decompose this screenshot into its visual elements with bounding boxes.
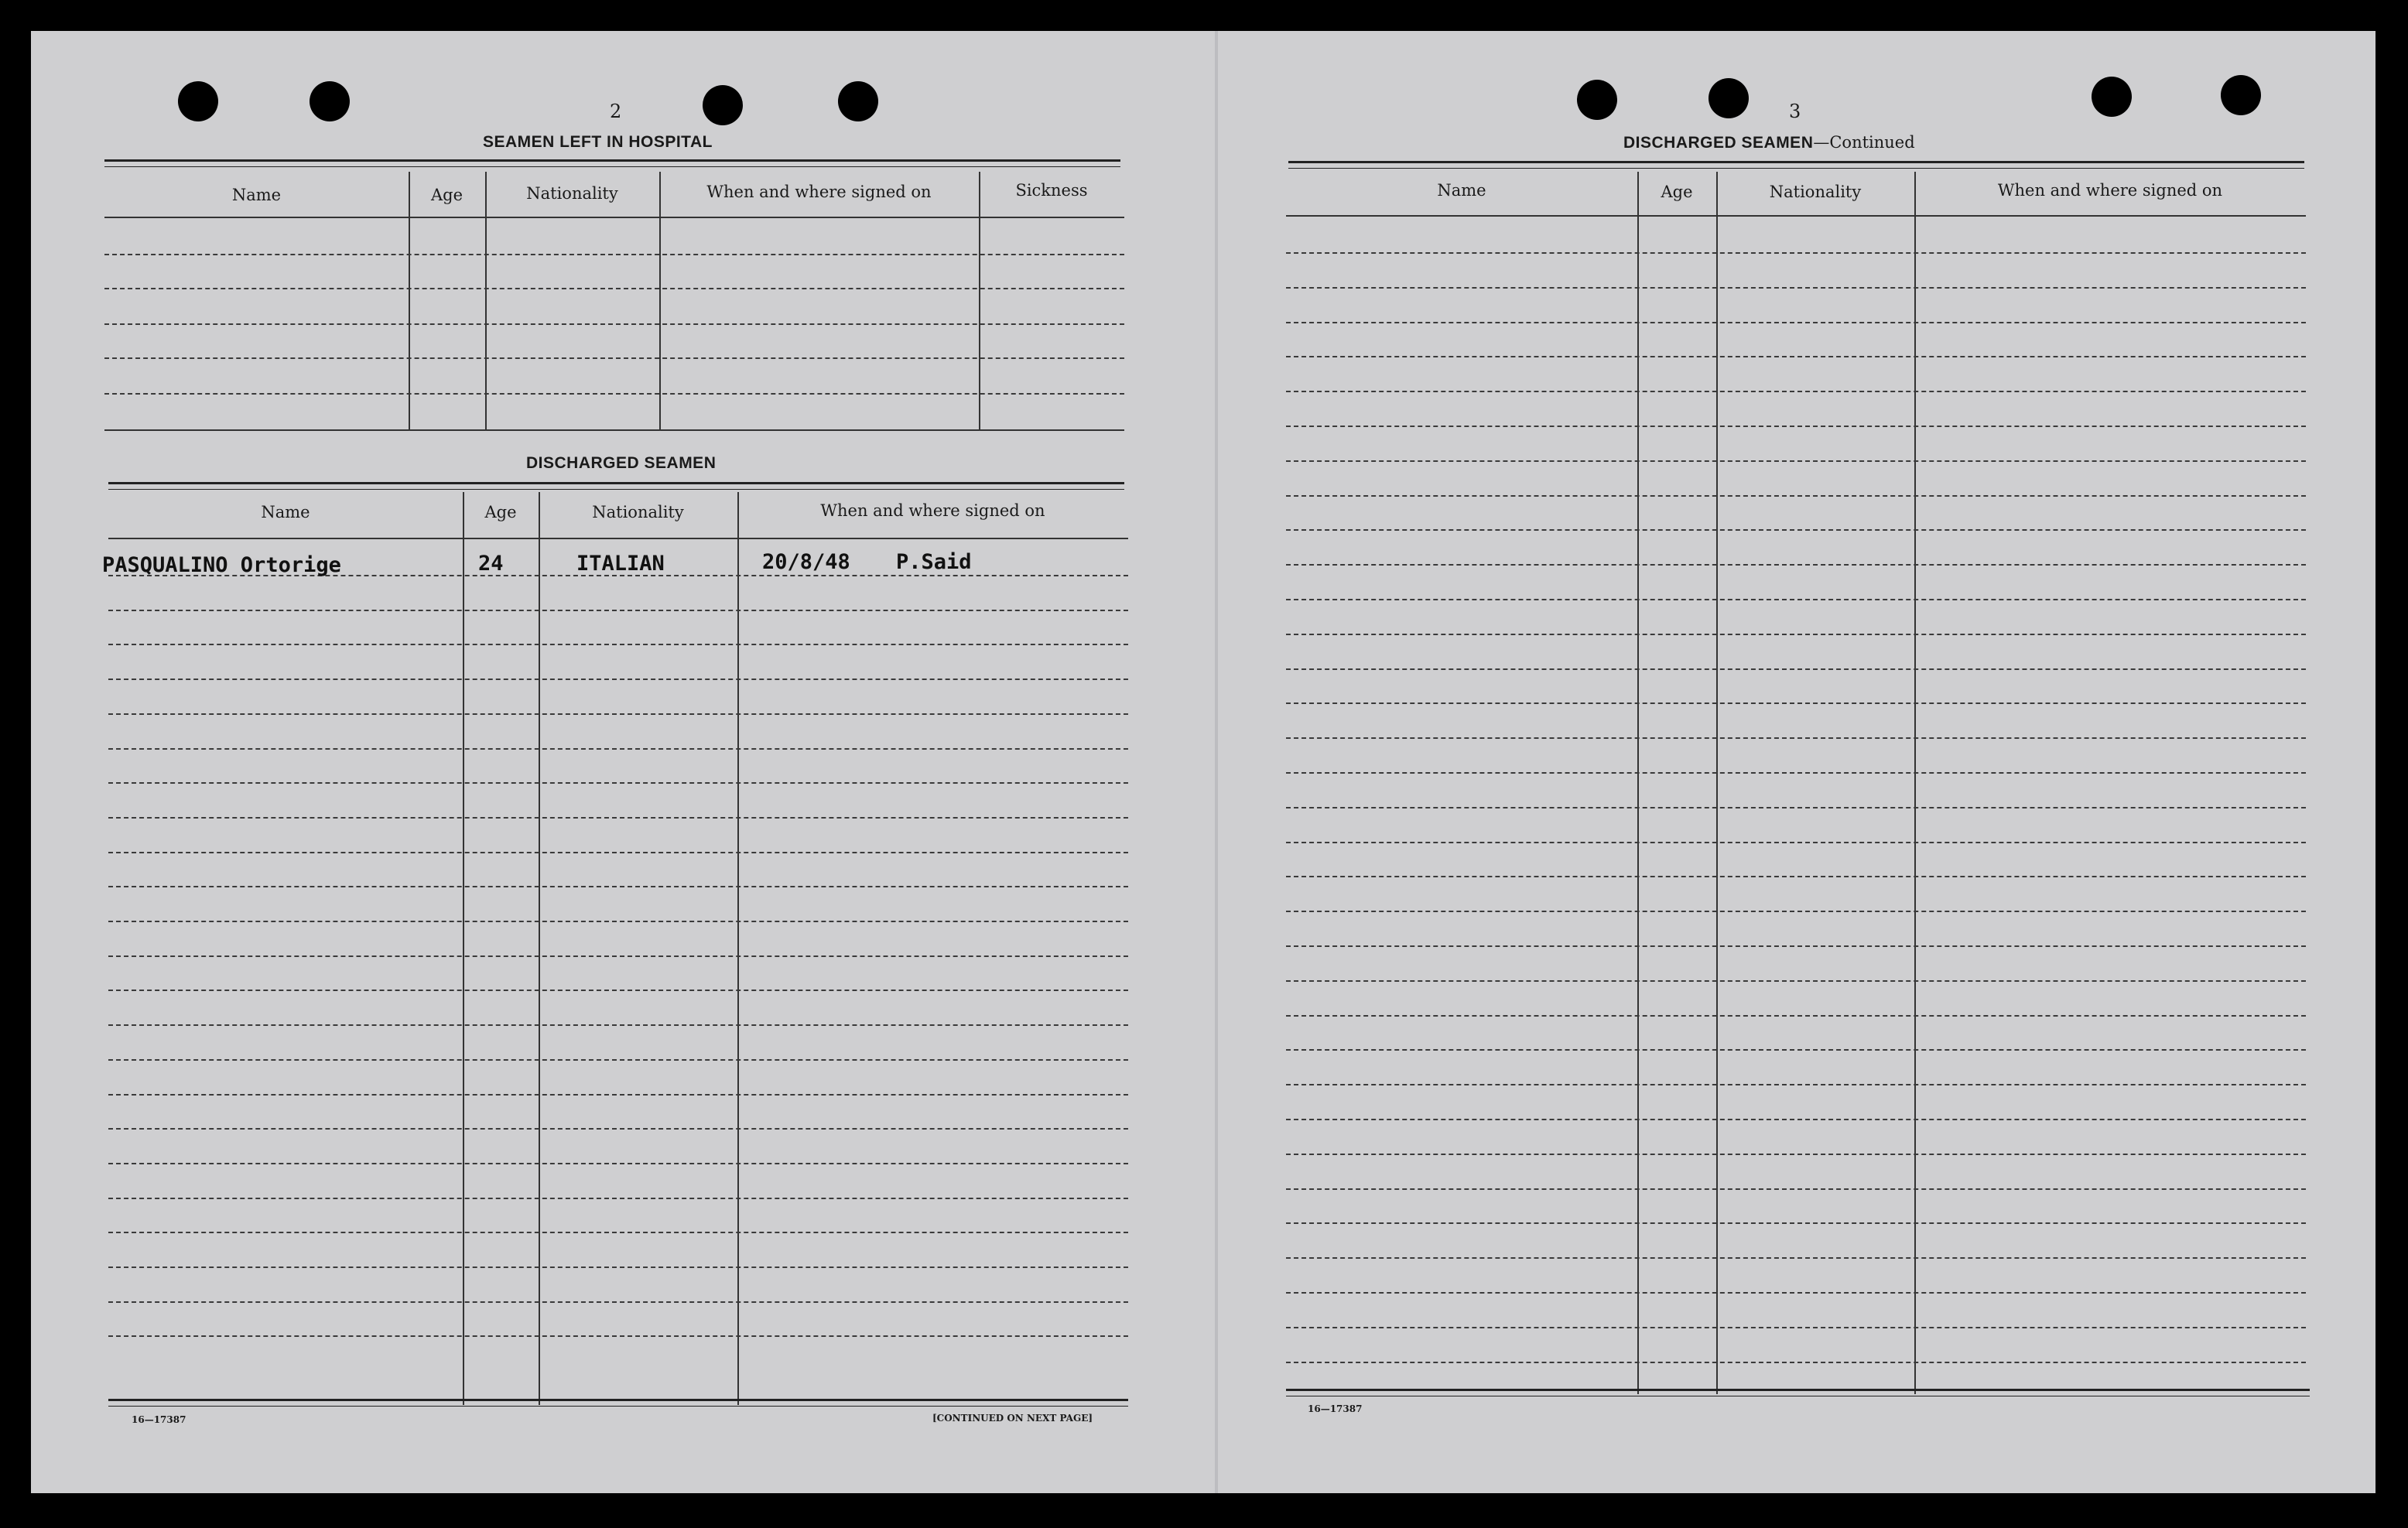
ruled-line (1286, 426, 2306, 427)
page-number-right: 3 (1789, 101, 1801, 122)
hospital-top-rule (104, 159, 1120, 167)
discharged-col-nationality: Nationality (592, 503, 684, 521)
ruled-line (108, 955, 1128, 957)
continued-title-main: DISCHARGED SEAMEN (1623, 134, 1814, 152)
ruled-line (108, 748, 1128, 750)
ruled-line (1286, 460, 2306, 462)
ruled-line (1286, 287, 2306, 289)
ruled-line (1286, 668, 2306, 670)
discharged-col-divider (539, 492, 540, 1405)
hospital-row-line (104, 254, 1124, 255)
hospital-col-name: Name (231, 186, 282, 204)
ruled-line (1286, 1362, 2306, 1363)
ruled-line (1286, 737, 2306, 739)
ruled-line (1286, 252, 2306, 254)
continued-section-title (1623, 133, 1915, 152)
ruled-line (1286, 911, 2306, 912)
punch-hole (2221, 75, 2261, 115)
ruled-line (1286, 529, 2306, 531)
ruled-line (1286, 1222, 2306, 1224)
punch-hole (1709, 78, 1749, 118)
punch-hole (310, 81, 350, 121)
discharged-col-signed-on: When and where signed on (820, 501, 1045, 520)
hospital-section-title: SEAMEN LEFT IN HOSPITAL (483, 133, 713, 151)
ruled-line (108, 782, 1128, 784)
seaman-name: PASQUALINO Ortorige (102, 553, 341, 577)
hospital-row-line (104, 288, 1124, 289)
discharged-section-title: DISCHARGED SEAMEN (526, 454, 717, 472)
ruled-line (1286, 1257, 2306, 1259)
hospital-bottom-rule (104, 429, 1124, 431)
ruled-line (108, 1301, 1128, 1303)
ruled-line (108, 1024, 1128, 1026)
ruled-line (1286, 807, 2306, 808)
ruled-line (108, 886, 1128, 887)
ruled-line (108, 644, 1128, 645)
punch-hole (838, 81, 878, 121)
form-number-left: 16—17387 (132, 1414, 186, 1425)
ruled-line (1286, 1154, 2306, 1155)
ruled-line (108, 1266, 1128, 1268)
ruled-line (108, 852, 1128, 853)
right-bottom-rule (1286, 1389, 2310, 1396)
right-col-divider (1914, 172, 1916, 1394)
ruled-line (108, 1335, 1128, 1337)
ruled-line (1286, 876, 2306, 877)
discharged-col-age: Age (484, 503, 517, 521)
form-number-right: 16—17387 (1308, 1403, 1363, 1414)
discharged-col-divider (463, 492, 464, 1405)
ruled-line (108, 921, 1128, 922)
seaman-signed-place: P.Said (896, 550, 972, 574)
ruled-line (1286, 1327, 2306, 1328)
hospital-col-divider (979, 172, 980, 429)
punch-hole (2092, 77, 2132, 117)
ruled-line (108, 990, 1128, 991)
punch-hole (178, 81, 218, 121)
hospital-row-line (104, 357, 1124, 359)
ruled-line (1286, 945, 2306, 947)
hospital-col-age: Age (430, 186, 463, 204)
ruled-line (1286, 772, 2306, 774)
ruled-line (1286, 1084, 2306, 1085)
ruled-line (108, 817, 1128, 819)
ruled-line (1286, 702, 2306, 704)
hospital-row-line (104, 393, 1124, 395)
ruled-line (1286, 1188, 2306, 1190)
ruled-line (1286, 1049, 2306, 1051)
right-col-name: Name (1437, 181, 1486, 200)
right-top-rule (1288, 161, 2304, 169)
manifest-sheet (31, 31, 2376, 1493)
ruled-line (108, 1198, 1128, 1199)
ruled-line (1286, 634, 2306, 635)
page-fold (1215, 31, 1218, 1493)
seaman-nationality: ITALIAN (576, 552, 665, 576)
ruled-line (108, 610, 1128, 611)
ruled-line (1286, 356, 2306, 357)
ruled-line (108, 713, 1128, 715)
right-col-age: Age (1661, 183, 1693, 201)
ruled-line (1286, 322, 2306, 323)
right-col-signed-on: When and where signed on (1997, 181, 2223, 200)
discharged-bottom-rule (108, 1399, 1128, 1407)
ruled-line (108, 1232, 1128, 1233)
hospital-col-divider (409, 172, 410, 429)
ruled-line (1286, 391, 2306, 392)
page-number-left: 2 (610, 101, 622, 122)
hospital-col-nationality: Nationality (526, 184, 618, 203)
hospital-col-signed-on: When and where signed on (706, 183, 932, 201)
right-col-nationality: Nationality (1769, 183, 1862, 201)
right-col-divider (1716, 172, 1718, 1394)
ruled-line (1286, 1292, 2306, 1294)
punch-hole (1577, 80, 1617, 120)
hospital-header-rule (104, 217, 1124, 218)
continued-title-suffix: —Continued (1813, 133, 1915, 152)
right-header-rule (1286, 215, 2306, 217)
ruled-line (1286, 842, 2306, 843)
discharged-col-divider (737, 492, 739, 1405)
ruled-line (1286, 599, 2306, 600)
ruled-line (108, 1163, 1128, 1164)
seaman-age: 24 (478, 552, 504, 576)
ruled-line (1286, 1119, 2306, 1120)
ruled-line (108, 679, 1128, 680)
hospital-col-divider (485, 172, 487, 429)
seaman-signed-date: 20/8/48 (762, 550, 850, 574)
punch-hole (703, 85, 743, 125)
hospital-row-line (104, 323, 1124, 325)
discharged-top-rule (108, 482, 1124, 490)
ruled-line (108, 1059, 1128, 1061)
ruled-line (108, 1128, 1128, 1130)
ruled-line (108, 1094, 1128, 1096)
discharged-col-name: Name (261, 503, 310, 521)
right-col-divider (1637, 172, 1639, 1394)
hospital-col-divider (659, 172, 661, 429)
continued-note: [CONTINUED ON NEXT PAGE] (932, 1413, 1093, 1424)
ruled-line (1286, 564, 2306, 566)
ruled-line (1286, 495, 2306, 497)
discharged-header-rule (108, 538, 1128, 539)
hospital-col-sickness: Sickness (1015, 181, 1088, 200)
ruled-line (1286, 1015, 2306, 1017)
ruled-line (1286, 980, 2306, 982)
